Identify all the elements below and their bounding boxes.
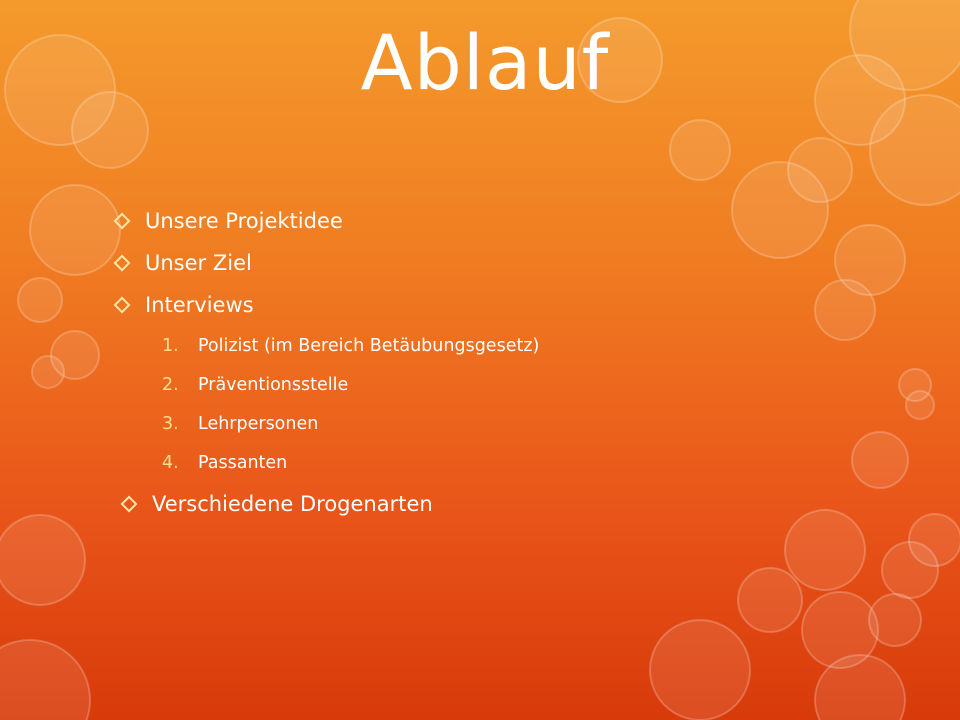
slide-title: Ablauf — [360, 18, 610, 107]
bullet-item — [116, 293, 254, 317]
numbered-subitem — [162, 414, 318, 434]
subitem-text: Polizist (im Bereich Betäubungsgesetz) — [198, 336, 540, 356]
bullet-text: Interviews — [145, 293, 254, 317]
subitem-number: 4. — [162, 453, 179, 473]
subitem-text: Passanten — [198, 453, 288, 473]
diamond-bullet-icon — [114, 297, 131, 314]
bullet-item — [116, 251, 252, 275]
numbered-subitem — [162, 336, 539, 356]
bullet-item — [123, 492, 433, 516]
diamond-bullet-icon — [121, 496, 138, 513]
bullet-text: Unser Ziel — [145, 251, 252, 275]
diamond-bullet-icon — [114, 213, 131, 230]
bullet-text: Verschiedene Drogenarten — [152, 492, 433, 516]
numbered-subitem — [162, 453, 287, 473]
bullet-text: Unsere Projektidee — [145, 209, 343, 233]
subitem-text: Lehrpersonen — [198, 414, 319, 434]
subitem-number: 1. — [162, 336, 179, 356]
subitem-number: 3. — [162, 414, 179, 434]
numbered-subitem — [162, 375, 348, 395]
subitem-number: 2. — [162, 375, 179, 395]
diamond-bullet-icon — [114, 255, 131, 272]
bullet-item — [116, 209, 343, 233]
subitem-text: Präventionsstelle — [198, 375, 349, 395]
